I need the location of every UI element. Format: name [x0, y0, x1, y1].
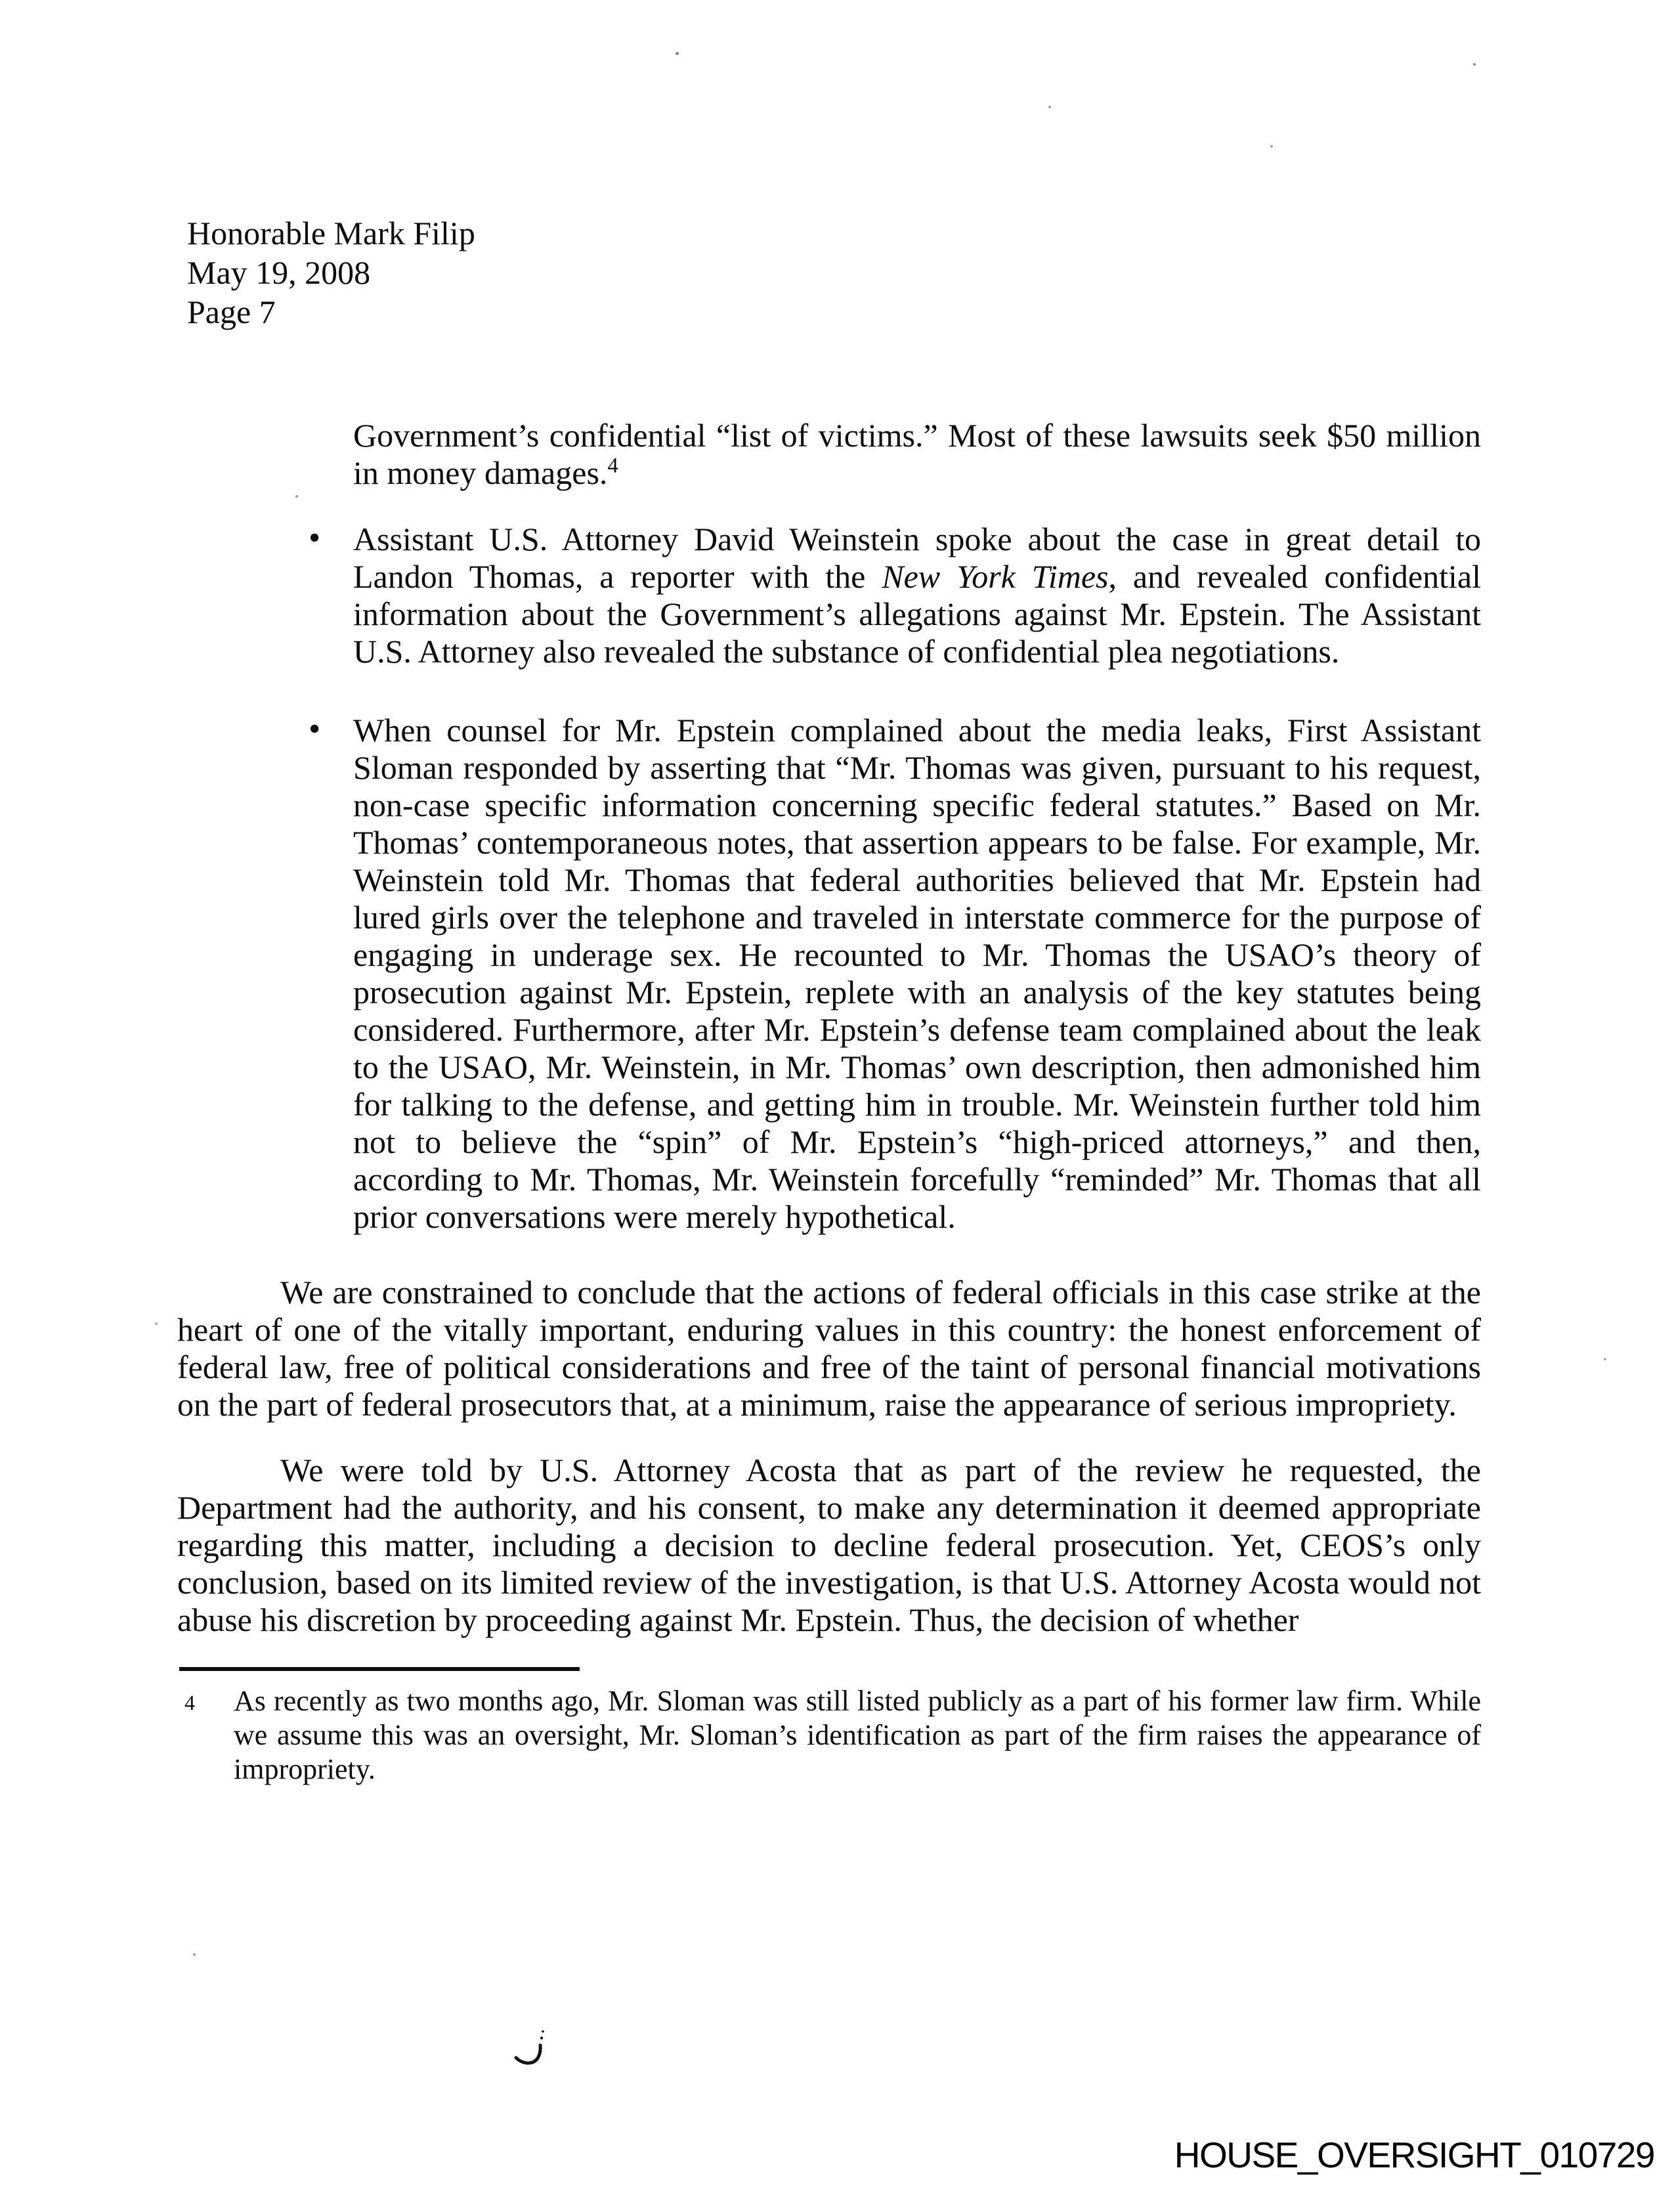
bullet-item-weinstein-leak [309, 519, 1481, 670]
footnote-section [184, 1684, 1481, 1787]
scan-speck [676, 52, 679, 55]
scan-speck [155, 1322, 158, 1325]
bullet-text-pre: Assistant U.S. Attorney David Weinstein spoke about the case in great detail to Landon Thomas, a reporter with the [353, 521, 1481, 595]
header-date: May 19, 2008 [187, 254, 371, 291]
scan-speck [1048, 106, 1051, 108]
bullet-text-post: , and revealed confidential information about the Government’s allegations against Mr. Epstein. The Assistant U.S. Attorney also revealed the substance of confidential plea negotiations. [353, 558, 1481, 670]
scan-speck [1473, 63, 1476, 66]
footnote-marker: 4 [184, 1691, 195, 1714]
bullet-text-italic: New York Times [882, 558, 1109, 595]
header-page-number: Page 7 [187, 293, 276, 330]
scan-speck [1604, 1358, 1606, 1360]
handwritten-mark [513, 2024, 553, 2070]
bullet-icon: • [309, 519, 321, 557]
continuation-paragraph [353, 417, 1481, 492]
continuation-text: Government’s confidential “list of victims.” Most of these lawsuits seek $50 million in money damages. [353, 417, 1481, 491]
bates-stamp: HOUSE_OVERSIGHT_010729 [1174, 2135, 1654, 2175]
scan-speck [193, 1953, 196, 1956]
header-recipient: Honorable Mark Filip [187, 215, 475, 251]
scan-speck [1270, 145, 1273, 148]
bullet-text [353, 521, 1481, 670]
letter-header [187, 213, 1481, 332]
letter-content [177, 0, 1481, 1787]
footnote-text: As recently as two months ago, Mr. Sloman was still listed publicly as a part of his former law firm. While we assume this was an oversight, Mr. Sloman’s identification as part of the firm raises the appearance of impropriety. [234, 1685, 1481, 1785]
bullet-icon: • [309, 710, 321, 748]
bullet-text: When counsel for Mr. Epstein complained about the media leaks, First Assistant Sloman responded by asserting that “Mr. Thomas was given, pursuant to his request, non-case specific information concerning specific federal statutes.” Based on Mr. Thomas’ contemporaneous notes, that assertion appears to be false. For example, Mr. Weinstein told Mr. Thomas that federal authorities believed that Mr. Epstein had lured girls over the telephone and traveled in interstate commerce for the purpose of engaging in underage sex. He recounted to Mr. Thomas the USAO’s theory of prosecution against Mr. Epstein, replete with an analysis of the key statutes being considered. Furthermore, after Mr. Epstein’s defense team complained about the leak to the USAO, Mr. Weinstein, in Mr. Thomas’ own description, then admonished him for talking to the defense, and getting him in trouble. Mr. Weinstein further told him not to believe the “spin” of Mr. Epstein’s “high-priced attorneys,” and then, according to Mr. Thomas, Mr. Weinstein forcefully “reminded” Mr. Thomas that all prior conversations were merely hypothetical. [353, 712, 1481, 1235]
scan-speck [295, 495, 298, 498]
paragraph-acosta-review: We were told by U.S. Attorney Acosta that as part of the review he requested, the Department had the authority, and his consent, to make any determination it deemed appropriate regarding this matter, including a decision to decline federal prosecution. Yet, CEOS’s only conclusion, based on its limited review of the investigation, is that U.S. Attorney Acosta would not abuse his discretion by proceeding against Mr. Epstein. Thus, the decision of whether [177, 1452, 1481, 1638]
footnote-reference: 4 [607, 454, 618, 478]
paragraph-conclusion: We are constrained to conclude that the actions of federal officials in this case strike at the heart of one of the vitally important, enduring values in this country: the honest enforcement of federal law, free of political considerations and free of the taint of personal financial motivations on the part of federal prosecutors that, at a minimum, raise the appearance of serious impropriety. [177, 1274, 1481, 1423]
bullet-item-sloman-response [309, 710, 1481, 1236]
footnote-separator [179, 1667, 580, 1671]
